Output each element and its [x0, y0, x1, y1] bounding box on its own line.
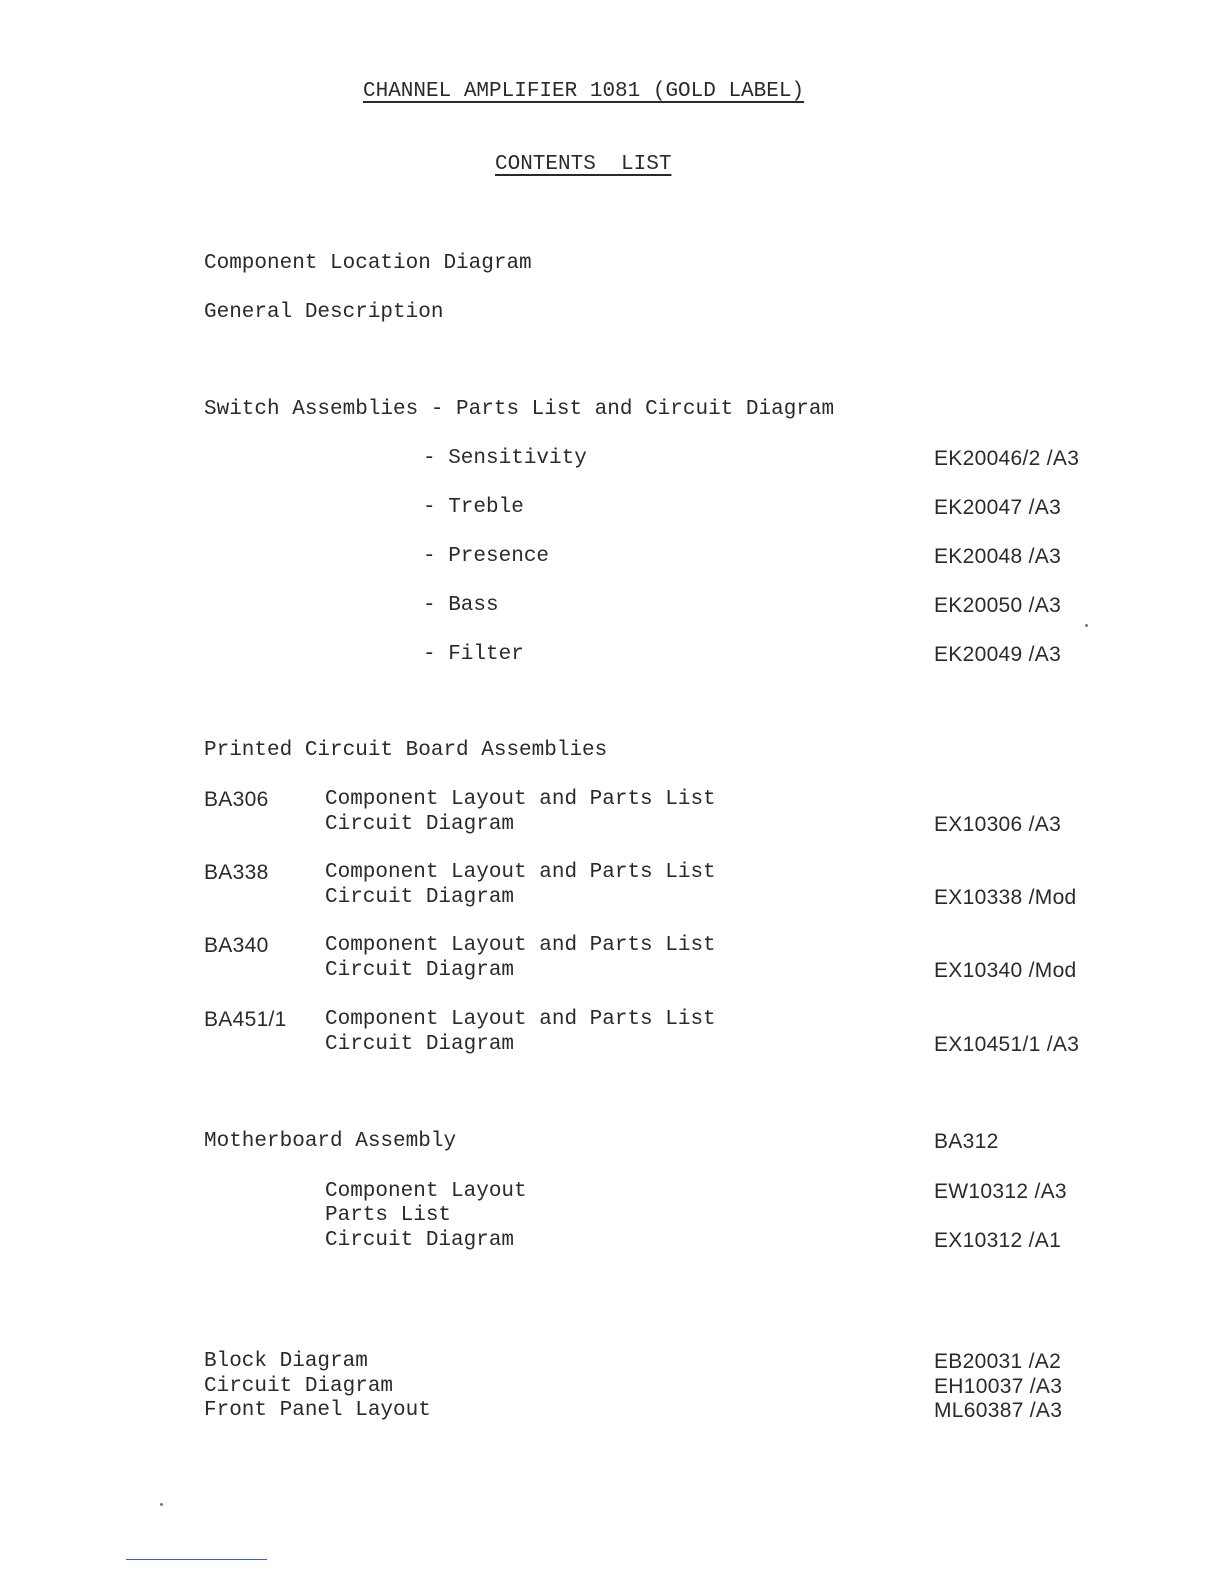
contents-list-heading: CONTENTS LIST — [495, 153, 672, 176]
motherboard-component-layout-ref: EW10312 /A3 — [934, 1180, 1067, 1203]
pcb-assemblies-heading: Printed Circuit Board Assemblies — [204, 739, 608, 762]
page-title: CHANNEL AMPLIFIER 1081 (GOLD LABEL) — [363, 80, 805, 103]
footer-rule — [126, 1559, 267, 1560]
pcb-ref-ba340: EX10340 /Mod — [934, 959, 1077, 982]
pcb-code-ba340: BA340 — [204, 934, 269, 957]
pcb-line2-ba338: Circuit Diagram — [325, 886, 515, 909]
pcb-line1-ba340: Component Layout and Parts List — [325, 934, 716, 957]
front-panel-layout-ref: ML60387 /A3 — [934, 1399, 1063, 1422]
motherboard-heading: Motherboard Assembly — [204, 1130, 457, 1153]
switch-assemblies-heading: Switch Assemblies - Parts List and Circuit Diagram — [204, 398, 835, 421]
pcb-line2-ba451-1: Circuit Diagram — [325, 1033, 515, 1056]
motherboard-parts-list: Parts List — [325, 1204, 452, 1227]
switch-ref-presence: EK20048 /A3 — [934, 545, 1062, 568]
pcb-line1-ba451-1: Component Layout and Parts List — [325, 1008, 716, 1031]
general-description: General Description — [204, 301, 444, 324]
circuit-diagram: Circuit Diagram — [204, 1375, 394, 1398]
switch-ref-filter: EK20049 /A3 — [934, 643, 1062, 666]
scan-speck — [160, 1503, 163, 1506]
switch-item-filter: - Filter — [423, 643, 524, 666]
front-panel-layout: Front Panel Layout — [204, 1399, 431, 1422]
switch-ref-bass: EK20050 /A3 — [934, 594, 1062, 617]
switch-item-presence: - Presence — [423, 545, 550, 568]
motherboard-code: BA312 — [934, 1130, 999, 1153]
motherboard-circuit-diagram-ref: EX10312 /A1 — [934, 1229, 1062, 1252]
pcb-line2-ba340: Circuit Diagram — [325, 959, 515, 982]
scan-speck — [1085, 624, 1088, 627]
pcb-ref-ba306: EX10306 /A3 — [934, 813, 1062, 836]
circuit-diagram-ref: EH10037 /A3 — [934, 1375, 1063, 1398]
switch-ref-sensitivity: EK20046/2 /A3 — [934, 447, 1080, 470]
pcb-line1-ba338: Component Layout and Parts List — [325, 861, 716, 884]
switch-item-bass: - Bass — [423, 594, 499, 617]
motherboard-component-layout: Component Layout — [325, 1180, 527, 1203]
switch-item-treble: - Treble — [423, 496, 524, 519]
pcb-line1-ba306: Component Layout and Parts List — [325, 788, 716, 811]
motherboard-circuit-diagram: Circuit Diagram — [325, 1229, 515, 1252]
pcb-line2-ba306: Circuit Diagram — [325, 813, 515, 836]
switch-item-sensitivity: - Sensitivity — [423, 447, 587, 470]
switch-ref-treble: EK20047 /A3 — [934, 496, 1062, 519]
block-diagram: Block Diagram — [204, 1350, 368, 1373]
component-location-diagram: Component Location Diagram — [204, 252, 532, 275]
pcb-code-ba306: BA306 — [204, 788, 269, 811]
pcb-ref-ba338: EX10338 /Mod — [934, 886, 1077, 909]
pcb-ref-ba451-1: EX10451/1 /A3 — [934, 1033, 1080, 1056]
pcb-code-ba451-1: BA451/1 — [204, 1008, 287, 1031]
block-diagram-ref: EB20031 /A2 — [934, 1350, 1062, 1373]
pcb-code-ba338: BA338 — [204, 861, 269, 884]
